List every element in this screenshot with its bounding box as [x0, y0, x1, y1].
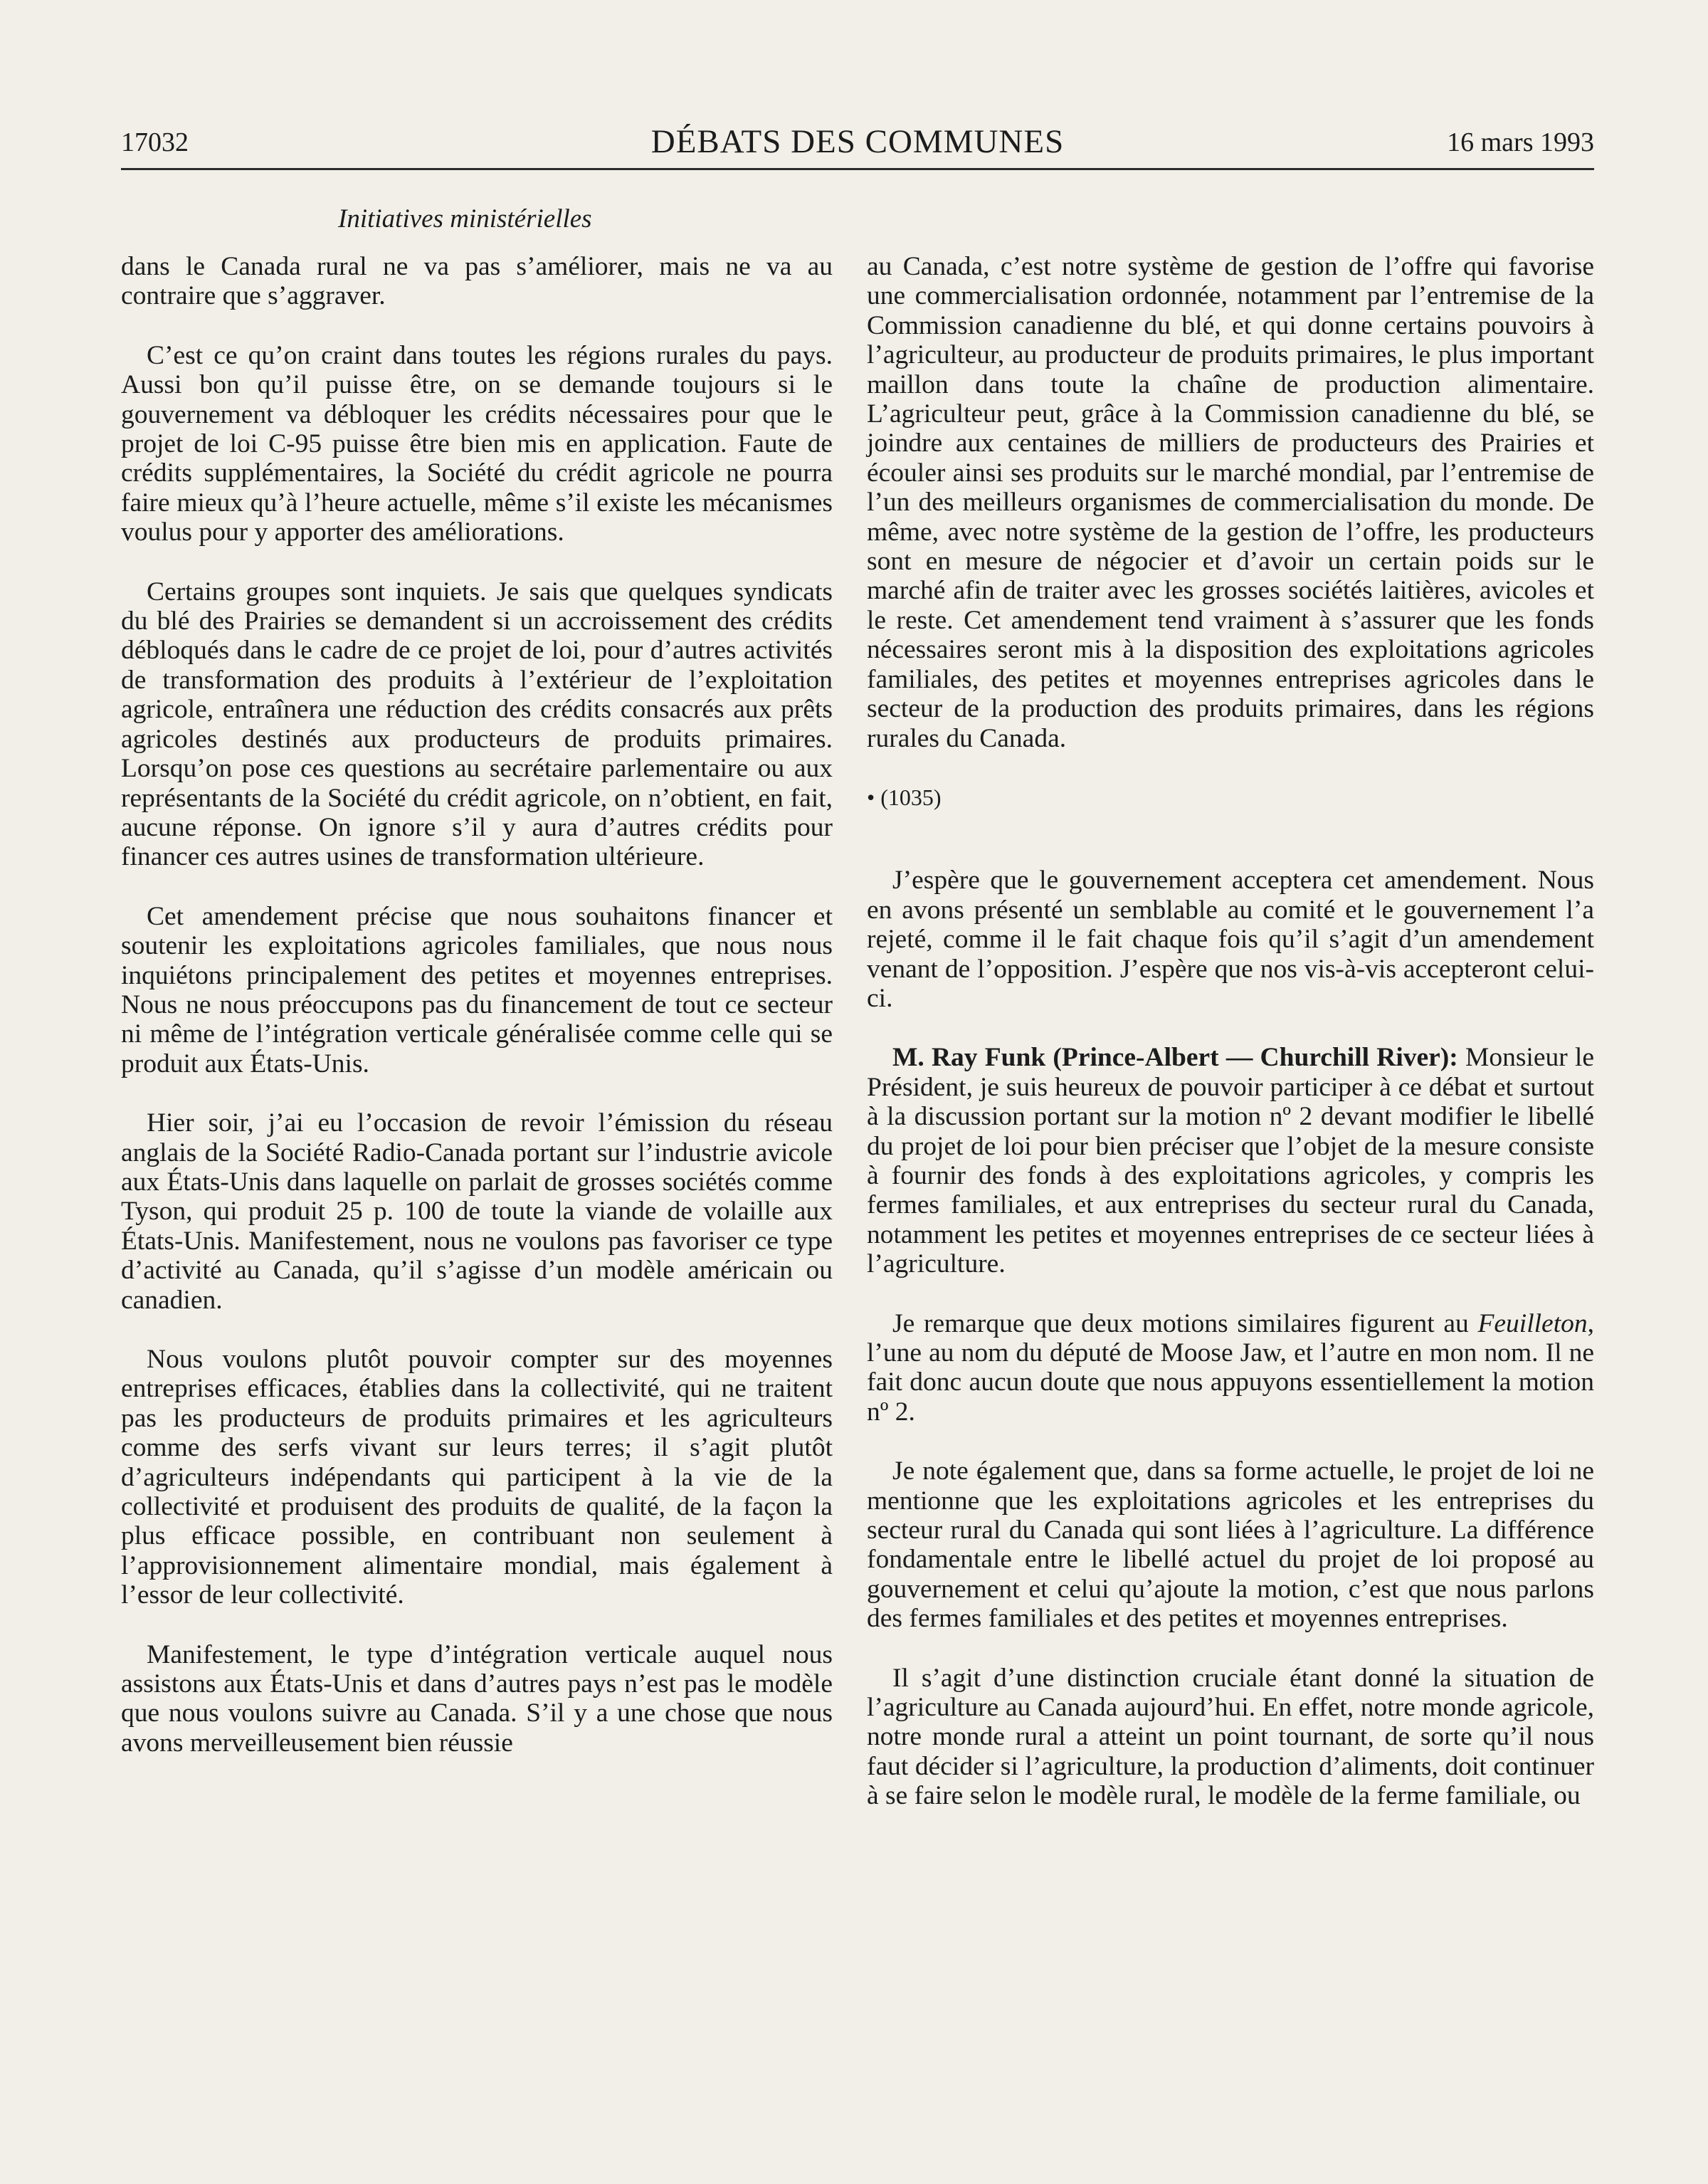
header-date: 16 mars 1993 — [1447, 127, 1594, 157]
speech-text: Monsieur le Président, je suis heureux de pouvoir participer à ce débat et surtout à la discussion portant sur la motion nº 2 devant modifier le libellé du projet de loi pour bien préciser que l’objet de la mesure consiste à fournir des fonds à des exploitations agricoles, y compris les fermes familiales, et aux entreprises du secteur rural du Canada, notamment les petites et moyennes entreprises de ce secteur liées à l’agriculture. — [867, 1043, 1594, 1279]
speaker-paragraph — [867, 1043, 1594, 1279]
paragraph: Nous voulons plutôt pouvoir compter sur des moyennes entreprises efficaces, établies dans la collectivité, qui ne traitent pas les producteurs de produits primaires et les agriculteurs comme des serfs vivant sur leurs terres; il s’agit plutôt d’agriculteurs indépendants qui participent à la vie de la collectivité et produisent des produits de qualité, de la façon la plus efficace possible, en contribuant non seulement à l’approvisionnement alimentaire mondial, mais également à l’essor de leur collectivité. — [121, 1345, 833, 1610]
paragraph — [867, 1309, 1594, 1427]
journal-title: DÉBATS DES COMMUNES — [650, 123, 1065, 160]
speaker-name: M. Ray Funk (Prince-Albert — Churchill River): — [892, 1043, 1458, 1073]
section-label: Initiatives ministérielles — [338, 204, 592, 233]
paragraph: au Canada, c’est notre système de gestion de l’offre qui favorise une commercialisation ordonnée, notamment par l’entremise de la Commission canadienne du blé, et qui donne certains pouvoirs à l’agriculteur, au producteur de produits primaires, le plus important maillon dans toute la chaîne de production alimentaire. L’agriculteur peut, grâce à la Commission canadienne du blé, se joindre aux centaines de milliers de producteurs des Prairies et écouler ainsi ses produits sur le marché mondial, par l’entremise de l’un des meilleurs organismes de commercialisation du monde. De même, avec notre système de la gestion de l’offre, les producteurs sont en mesure de négocier et d’avoir un certain poids sur le marché afin de traiter avec les grosses sociétés laitières, avicoles et le reste. Cet amendement tend vraiment à s’assurer que les fonds nécessaires seront mis à la disposition des exploitations agricoles familiales, des petites et moyennes entreprises agricoles dans le secteur de la production des produits primaires, dans les régions rurales du Canada. — [867, 252, 1594, 753]
paragraph: Certains groupes sont inquiets. Je sais que quelques syndicats du blé des Prairies se demandent si un accroissement des crédits débloqués dans le cadre de ce projet de loi, pour d’autres activités de transformation des produits à l’extérieur de l’exploitation agricole, entraînera une réduction des crédits consacrés aux prêts agricoles destinés aux producteurs de produits primaires. Lorsqu’on pose ces questions au secrétaire parlementaire ou aux représentants de la Société du crédit agricole, on n’obtient, en fait, aucune réponse. On ignore s’il y aura d’autres crédits pour financer ces autres usines de transformation ultérieure. — [121, 577, 833, 872]
paragraph: Cet amendement précise que nous souhaitons financer et soutenir les exploitations agricoles familiales, que nous nous inquiétons principalement des petites et moyennes entreprises. Nous ne nous préoccupons pas du financement de tout ce secteur ni même de l’intégration verticale généralisée comme celle qui se produit aux États-Unis. — [121, 901, 833, 1078]
right-column — [867, 252, 1594, 1841]
page-number: 17032 — [121, 127, 189, 157]
header-rule — [121, 168, 1594, 170]
time-marker: • (1035) — [867, 784, 942, 810]
feuilleton-italic: Feuilleton — [1477, 1308, 1588, 1338]
page-header — [121, 123, 1594, 169]
paragraph-text: , l’une au nom du député de Moose Jaw, et l’autre en mon nom. Il ne fait donc aucun doute que nous appuyons essentiellement la motion nº 2. — [867, 1308, 1594, 1427]
paragraph: Hier soir, j’ai eu l’occasion de revoir l’émission du réseau anglais de la Société Radio-Canada portant sur l’industrie avicole aux États-Unis dans laquelle on parlait de grosses sociétés comme Tyson, qui produit 25 p. 100 de toute la viande de volaille aux États-Unis. Manifestement, nous ne voulons pas favoriser ce type d’activité au Canada, qu’il s’agisse d’un modèle américain ou canadien. — [121, 1108, 833, 1315]
paragraph-text: Je remarque que deux motions similaires figurent au — [892, 1308, 1478, 1338]
paragraph: Je note également que, dans sa forme actuelle, le projet de loi ne mentionne que les exploitations agricoles et les entreprises du secteur rural du Canada qui sont liées à l’agriculture. La différence fondamentale entre le libellé actuel du projet de loi proposé au gouvernement et celui qu’ajoute la motion, c’est que nous parlons des fermes familiales et des petites et moyennes entreprises. — [867, 1456, 1594, 1634]
paragraph: C’est ce qu’on craint dans toutes les régions rurales du pays. Aussi bon qu’il puisse être, on se demande toujours si le gouvernement va débloquer les crédits nécessaires pour que le projet de loi C-95 puisse être bien mis en application. Faute de crédits supplémentaires, la Société du crédit agricole ne pourra faire mieux qu’à l’heure actuelle, même s’il existe les mécanismes voulus pour y apporter des améliorations. — [121, 340, 833, 547]
paragraph: Manifestement, le type d’intégration verticale auquel nous assistons aux États-Unis et dans d’autres pays n’est pas le modèle que nous voulons suivre au Canada. S’il y a une chose que nous avons merveilleusement bien réussie — [121, 1639, 833, 1758]
paragraph: dans le Canada rural ne va pas s’améliorer, mais ne va au contraire que s’aggraver. — [121, 252, 833, 311]
paragraph: J’espère que le gouvernement acceptera cet amendement. Nous en avons présenté un semblable au comité et le gouvernement l’a rejeté, comme il le fait chaque fois qu’il s’agit d’un amendement venant de l’opposition. J’espère que nos vis-à-vis accepteront celui-ci. — [867, 866, 1594, 1013]
left-column — [121, 252, 833, 1787]
paragraph: Il s’agit d’une distinction cruciale étant donné la situation de l’agriculture au Canada aujourd’hui. En effet, notre monde agricole, notre monde rural a atteint un point tournant, de sorte qu’il nous faut décider si l’agriculture, la production d’aliments, doit continuer à se faire selon le modèle rural, le modèle de la ferme familiale, ou — [867, 1663, 1594, 1811]
